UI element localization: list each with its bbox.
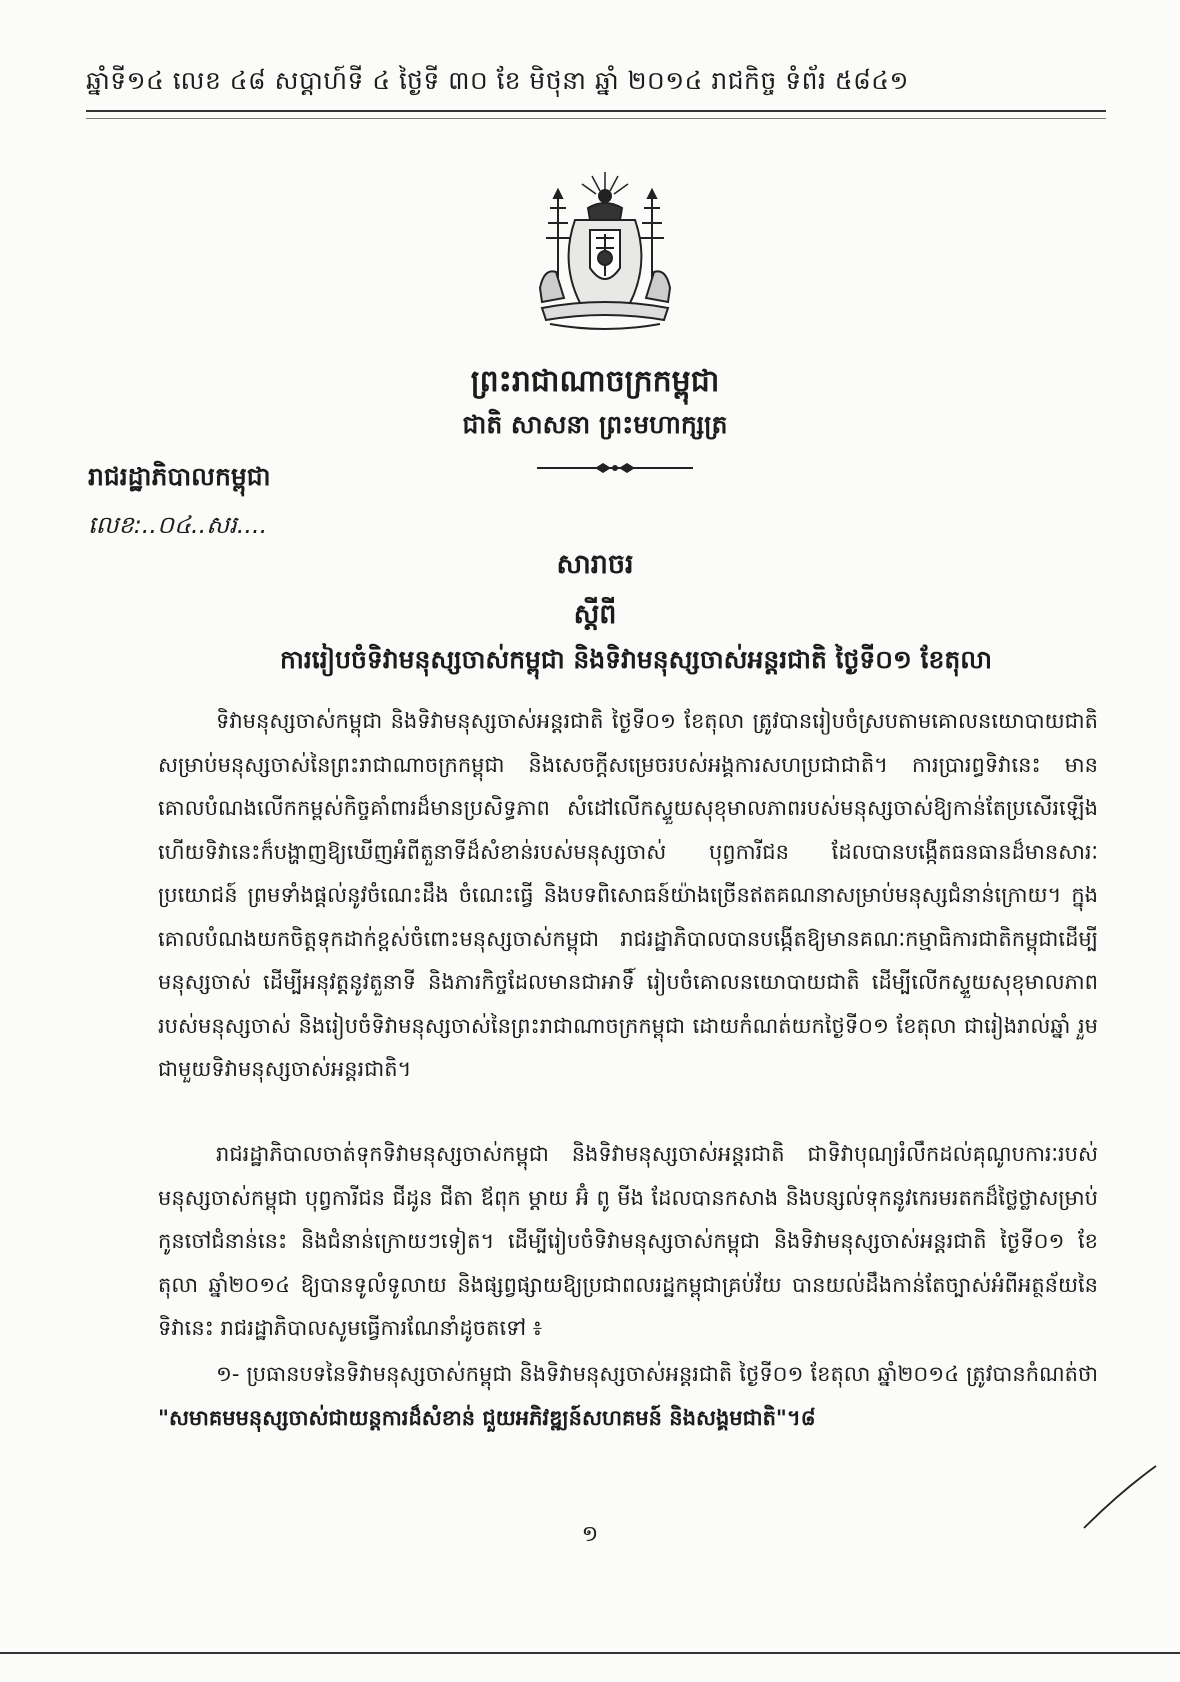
royal-coat-of-arms-icon — [530, 168, 680, 338]
page-number: ១ — [581, 1522, 599, 1547]
bottom-rule — [0, 1652, 1180, 1654]
paragraph-3-lead: ១- ប្រធានបទនៃទិវាមនុស្សចាស់កម្ពុជា និងទិវាមនុស្សចាស់អន្តរជាតិ ថ្ងៃទី០១ ខែតុលា ឆ្នាំ២០១៤ ត្រូវបានកំណត់ថា — [216, 1362, 1098, 1386]
body-paragraph-2: រាជរដ្ឋាភិបាលចាត់ទុកទិវាមនុស្សចាស់កម្ពុជា និងទិវាមនុស្សចាស់អន្តរជាតិ ជាទិវាបុណ្យរំលឹកដល់គុណូបការៈរបស់មនុស្សចាស់កម្ពុជា បុព្វការីជន ជីដូន ជីតា ឪពុក ម្តាយ អ៊ំ ពូ មីង ដែលបានកសាង និងបន្សល់ទុកនូវកេរមរតកដ៏ថ្លៃថ្លាសម្រាប់កូនចៅជំនាន់នេះ និងជំនាន់ក្រោយៗទៀត។ ដើម្បីរៀបចំទិវាមនុស្សចាស់កម្ពុជា និងទិវាមនុស្សចាស់អន្តរជាតិ ថ្ងៃទី០១ ខែតុលា ឆ្នាំ២០១៤ ឱ្យបានទូលំទូលាយ និងផ្សព្វផ្សាយឱ្យប្រជាពលរដ្ឋកម្ពុជាគ្រប់វ័យ បានយល់ដឹងកាន់តែច្បាស់អំពីអត្ថន័យនៃទិវានេះ រាជរដ្ឋាភិបាលសូមធ្វើការណែនាំដូចតទៅ ៖ — [158, 1142, 1098, 1340]
government-name: រាជរដ្ឋាភិបាលកម្ពុជា — [88, 462, 271, 491]
kingdom-title: ព្រះរាជាណាចក្រកម្ពុជា — [470, 364, 720, 399]
body-paragraph-1: ទិវាមនុស្សចាស់កម្ពុជា និងទិវាមនុស្សចាស់អន្តរជាតិ ថ្ងៃទី០១ ខែតុលា ត្រូវបានរៀបចំស្របតាមគោលនយោបាយជាតិសម្រាប់មនុស្សចាស់នៃព្រះរាជាណាចក្រកម្ពុជា និងសេចក្តីសម្រេចរបស់អង្គការសហប្រជាជាតិ។ ការប្រារព្ធទិវានេះ មានគោលបំណងលើកកម្ពស់កិច្ចគាំពារដ៏មានប្រសិទ្ធភាព សំដៅលើកស្ទួយសុខុមាលភាពរបស់មនុស្សចាស់ឱ្យកាន់តែប្រសើរឡើង ហើយទិវានេះក៏បង្ហាញឱ្យឃើញអំពីតួនាទីដ៏សំខាន់របស់មនុស្សចាស់ បុព្វការីជន ដែលបានបង្កើតធនធានដ៏មានសារៈប្រយោជន៍ ព្រមទាំងផ្តល់នូវចំណេះដឹង ចំណេះធ្វើ និងបទពិសោធន៍យ៉ាងច្រើនឥតគណនាសម្រាប់មនុស្សជំនាន់ក្រោយ។ ក្នុងគោលបំណងយកចិត្តទុកដាក់ខ្ពស់ចំពោះមនុស្សចាស់កម្ពុជា រាជរដ្ឋាភិបាលបានបង្កើតឱ្យមានគណៈកម្មាធិការជាតិកម្ពុជាដើម្បីមនុស្សចាស់ ដើម្បីអនុវត្តនូវតួនាទី និងភារកិច្ចដែលមានជាអាទិ៍ រៀបចំគោលនយោបាយជាតិ ដើម្បីលើកស្ទួយសុខុមាលភាពរបស់មនុស្សចាស់ និងរៀបចំទិវាមនុស្សចាស់នៃព្រះរាជាណាចក្រកម្ពុជា ដោយកំណត់យកថ្ងៃទី០១ ខែតុលា ជារៀងរាល់ឆ្នាំ រួមជាមួយទិវាមនុស្សចាស់អន្តរជាតិ។ — [158, 709, 1098, 1081]
header-rule — [86, 110, 1106, 119]
document-subject: ការរៀបចំទិវាមនុស្សចាស់កម្ពុជា និងទិវាមនុស្សចាស់អន្តរជាតិ ថ្ងៃទី០១ ខែតុលា — [280, 645, 992, 674]
gazette-header: ឆ្នាំទី១៤ លេខ ៤៨ សប្តាហ៍ទី ៤ ថ្ងៃទី ៣០ ខែ មិថុនា ឆ្នាំ ២០១៤ រាជកិច្ច ទំព័រ ៥៨៤១ — [86, 66, 909, 95]
pen-mark-icon — [1080, 1462, 1160, 1532]
document-type: សារាចរ — [556, 549, 634, 580]
document-number: លេខ:..០៤..សរ.... — [88, 511, 268, 539]
document-about: ស្តីពី — [573, 599, 617, 630]
ornament-divider-icon — [535, 462, 695, 474]
body-paragraph-3 — [158, 1353, 1098, 1440]
paragraph-3-theme-quote: "សមាគមមនុស្សចាស់ជាយន្តការដ៏សំខាន់ ជួយអភិវឌ្ឍន៍សហគមន៍ និងសង្គមជាតិ"។៨ — [158, 1405, 816, 1430]
kingdom-motto: ជាតិ សាសនា ព្រះមហាក្សត្រ — [462, 410, 728, 439]
